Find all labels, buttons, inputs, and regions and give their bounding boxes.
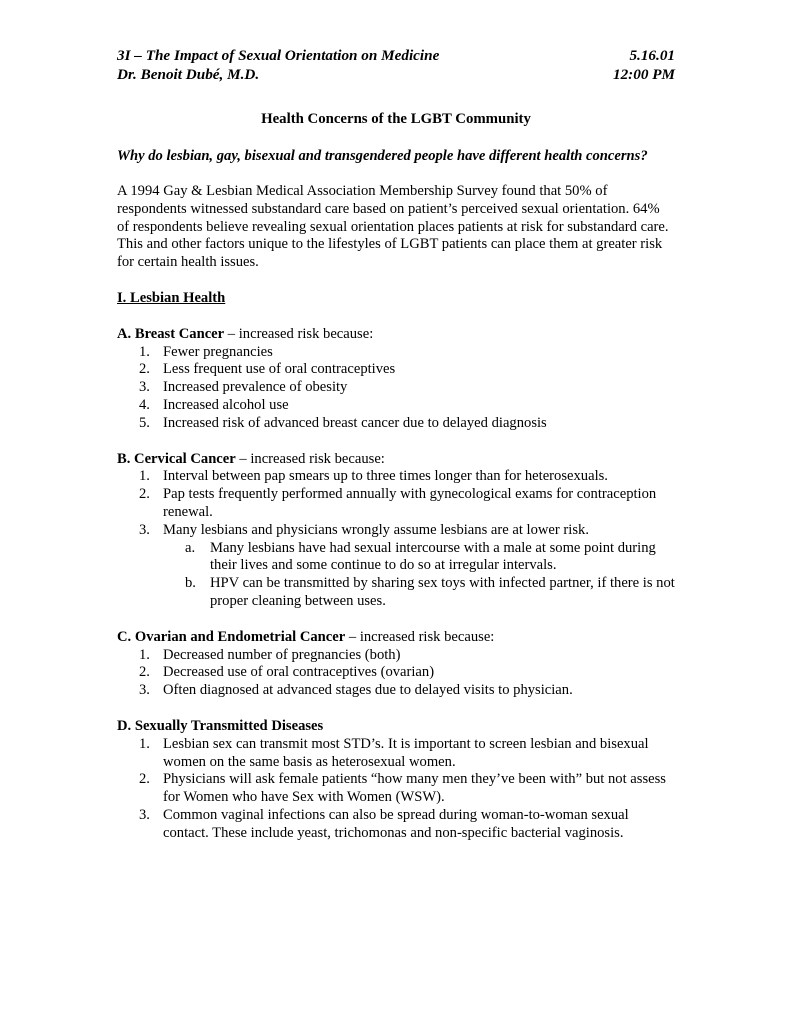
list-item: [117, 397, 675, 415]
list-item: [117, 807, 675, 843]
list-item: [117, 486, 675, 522]
lettered-list: [163, 540, 675, 611]
list-item: [117, 664, 675, 682]
list-text: Interval between pap smears up to three times longer than for heterosexuals.: [163, 468, 608, 485]
subsection-suffix: – increased risk because:: [345, 628, 495, 645]
list-text: Physicians will ask female patients “how many men they’ve been with” but not assess for Women who have Sex with Women (WSW).: [163, 771, 666, 806]
list-item: [117, 771, 675, 807]
author-name: Dr. Benoit Dubé, M.D.: [117, 66, 260, 83]
subsection-label: D. Sexually Transmitted Diseases: [117, 717, 324, 734]
list-item: [117, 415, 675, 433]
list-letter: a.: [185, 539, 196, 556]
document-title: Health Concerns of the LGBT Community: [261, 111, 531, 127]
list-number: 1.: [139, 343, 150, 360]
subsection-label: C. Ovarian and Endometrial Cancer: [117, 628, 346, 645]
sub-list-item: [163, 540, 675, 576]
list-number: 2.: [139, 486, 150, 503]
list-text: Fewer pregnancies: [163, 343, 273, 360]
list-text: Increased alcohol use: [163, 396, 289, 413]
subsection-label: A. Breast Cancer: [117, 325, 225, 342]
document-page: [117, 46, 675, 843]
list-text: Lesbian sex can transmit most STD’s. It is important to screen lesbian and bisexual women on the same basis as heterosexual women.: [163, 735, 649, 770]
list-text: Increased prevalence of obesity: [163, 379, 348, 396]
list-item: [117, 344, 675, 362]
list-item: [117, 647, 675, 665]
subsection-label: B. Cervical Cancer: [117, 450, 236, 467]
numbered-list: [117, 344, 675, 433]
list-number: 1.: [139, 468, 150, 485]
subsection-suffix: – increased risk because:: [224, 325, 374, 342]
list-number: 3.: [139, 806, 150, 823]
intro-paragraph: A 1994 Gay & Lesbian Medical Association Membership Survey found that 50% of respondents witnessed substandard care based on patient’s perceived sexual orientation. 64% of respondents believe revealing sexual orientation places patients at risk for substandard care. This and other factors unique to the lifestyles of LGBT patients can place them at greater risk for certain health issues.: [117, 183, 669, 271]
numbered-list: [117, 647, 675, 700]
sub-list-item: [163, 575, 675, 611]
list-number: 4.: [139, 396, 150, 413]
list-item: [117, 379, 675, 397]
list-number: 2.: [139, 771, 150, 788]
list-text: Pap tests frequently performed annually with gynecological exams for contraception renewal.: [163, 486, 657, 520]
subsection-heading: [117, 718, 675, 736]
subsection-heading: [117, 326, 675, 344]
list-text: Decreased number of pregnancies (both): [163, 646, 401, 663]
numbered-list: [117, 736, 675, 843]
subsection-heading: [117, 451, 675, 469]
list-text: Often diagnosed at advanced stages due to delayed visits to physician.: [163, 682, 573, 699]
subsection-ovarian-endometrial-cancer: [117, 629, 675, 700]
list-text: Common vaginal infections can also be spread during woman-to-woman sexual contact. These include yeast, trichomonas and non-specific bacterial vaginosis.: [163, 806, 629, 841]
subsection-heading: [117, 629, 675, 647]
list-text: Many lesbians and physicians wrongly assume lesbians are at lower risk.: [163, 521, 589, 538]
subsection-suffix: – increased risk because:: [235, 450, 385, 467]
list-number: 1.: [139, 646, 150, 663]
numbered-list: [117, 468, 675, 610]
subsection-breast-cancer: [117, 326, 675, 433]
list-text: Less frequent use of oral contraceptives: [163, 361, 396, 378]
list-text: Increased risk of advanced breast cancer due to delayed diagnosis: [163, 414, 547, 431]
list-item: [117, 682, 675, 700]
list-letter: b.: [185, 575, 196, 592]
section-heading-lesbian-health: I. Lesbian Health: [117, 289, 226, 306]
list-item: [117, 468, 675, 486]
list-item: [117, 736, 675, 772]
list-text: HPV can be transmitted by sharing sex toys with infected partner, if there is not proper cleaning between uses.: [210, 575, 675, 609]
list-number: 3.: [139, 521, 150, 538]
list-number: 3.: [139, 682, 150, 699]
subsection-cervical-cancer: [117, 451, 675, 611]
list-item: [117, 522, 675, 611]
list-number: 1.: [139, 735, 150, 752]
guiding-question: Why do lesbian, gay, bisexual and transgendered people have different health concerns?: [117, 148, 648, 164]
list-text: Many lesbians have had sexual intercourse with a male at some point during their lives and some continue to do so at irregular intervals.: [210, 539, 656, 574]
list-number: 3.: [139, 379, 150, 396]
course-title: 3I – The Impact of Sexual Orientation on Medicine: [117, 47, 440, 64]
list-text: Decreased use of oral contraceptives (ovarian): [163, 664, 435, 681]
header-row-1: [117, 46, 675, 65]
list-number: 2.: [139, 664, 150, 681]
lecture-date: 5.16.01: [629, 47, 675, 64]
header-row-2: [117, 65, 675, 84]
lecture-time: 12:00 PM: [612, 66, 675, 83]
subsection-sexually-transmitted-diseases: [117, 718, 675, 843]
list-number: 5.: [139, 414, 150, 431]
list-number: 2.: [139, 361, 150, 378]
list-item: [117, 361, 675, 379]
